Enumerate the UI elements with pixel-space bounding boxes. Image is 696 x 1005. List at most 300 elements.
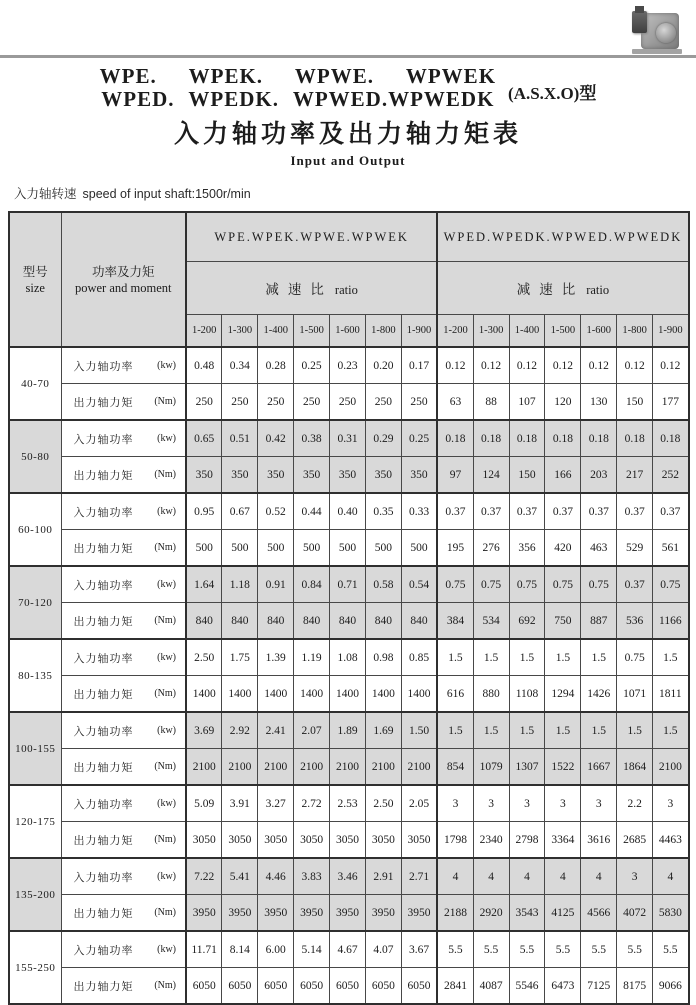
model-series-title — [0, 65, 696, 111]
power-value-cell: 5.5 — [473, 931, 509, 968]
power-value-cell: 0.33 — [401, 493, 437, 530]
torque-value-cell: 750 — [545, 603, 581, 640]
torque-label-text: 出力轴力矩 — [73, 834, 134, 847]
torque-label-text: 出力轴力矩 — [73, 469, 134, 482]
torque-value-cell: 500 — [330, 530, 366, 567]
torque-unit-text: (Nm) — [154, 542, 176, 553]
power-value-cell: 3.67 — [401, 931, 437, 968]
power-value-cell: 2.91 — [365, 858, 401, 895]
torque-value-cell: 463 — [581, 530, 617, 567]
power-value-cell: 3 — [545, 785, 581, 822]
power-row-label — [61, 931, 186, 968]
power-value-cell: 0.31 — [330, 420, 366, 457]
torque-value-cell: 536 — [617, 603, 653, 640]
torque-value-cell: 1079 — [473, 749, 509, 786]
power-unit-text: (kw) — [157, 360, 176, 371]
power-value-cell: 0.75 — [437, 566, 473, 603]
torque-value-cell: 9066 — [653, 968, 689, 1005]
torque-value-cell: 250 — [186, 384, 222, 421]
size-cell: 50-80 — [9, 420, 61, 493]
torque-value-cell: 250 — [294, 384, 330, 421]
power-unit-text: (kw) — [157, 506, 176, 517]
torque-unit-text: (Nm) — [154, 834, 176, 845]
torque-value-cell: 250 — [401, 384, 437, 421]
power-value-cell: 0.37 — [509, 493, 545, 530]
table-row — [9, 530, 689, 567]
torque-label-text: 出力轴力矩 — [73, 542, 134, 555]
torque-value-cell: 350 — [401, 457, 437, 494]
power-value-cell: 3 — [473, 785, 509, 822]
torque-value-cell: 1811 — [653, 676, 689, 713]
power-value-cell: 3 — [617, 858, 653, 895]
ratio-value-header-cell: 1-400 — [509, 315, 545, 348]
power-value-cell: 0.25 — [401, 420, 437, 457]
power-value-cell: 1.5 — [473, 639, 509, 676]
power-value-cell: 0.52 — [258, 493, 294, 530]
torque-value-cell: 840 — [365, 603, 401, 640]
torque-unit-text: (Nm) — [154, 396, 176, 407]
power-row-label — [61, 712, 186, 749]
power-moment-header-cn: 功率及力矩 — [91, 264, 155, 279]
power-value-cell: 0.37 — [617, 493, 653, 530]
torque-label-text: 出力轴力矩 — [73, 761, 134, 774]
power-value-cell: 0.23 — [330, 347, 366, 384]
power-value-cell: 3 — [653, 785, 689, 822]
torque-value-cell: 1798 — [437, 822, 473, 859]
torque-value-cell: 3950 — [330, 895, 366, 932]
size-cell: 120-175 — [9, 785, 61, 858]
power-value-cell: 0.18 — [509, 420, 545, 457]
power-value-cell: 11.71 — [186, 931, 222, 968]
size-cell: 40-70 — [9, 347, 61, 420]
horizontal-divider — [0, 55, 696, 58]
power-value-cell: 0.75 — [617, 639, 653, 676]
power-value-cell: 1.5 — [509, 712, 545, 749]
table-row — [9, 931, 689, 968]
power-value-cell: 4.07 — [365, 931, 401, 968]
torque-value-cell: 6050 — [222, 968, 258, 1005]
reducer-input-shaft — [635, 6, 644, 13]
ratio-value-header-cell: 1-300 — [222, 315, 258, 348]
power-value-cell: 2.41 — [258, 712, 294, 749]
power-value-cell: 5.09 — [186, 785, 222, 822]
size-cell: 80-135 — [9, 639, 61, 712]
power-label-text: 入力轴功率 — [73, 360, 134, 373]
power-row-label — [61, 347, 186, 384]
table-row — [9, 712, 689, 749]
torque-value-cell: 3364 — [545, 822, 581, 859]
ratio-value-header-cell: 1-200 — [186, 315, 222, 348]
torque-value-cell: 1522 — [545, 749, 581, 786]
torque-value-cell: 6473 — [545, 968, 581, 1005]
torque-label-text: 出力轴力矩 — [73, 907, 134, 920]
power-unit-text: (kw) — [157, 725, 176, 736]
power-value-cell: 0.65 — [186, 420, 222, 457]
power-value-cell: 0.37 — [617, 566, 653, 603]
ratio-value-header-cell: 1-800 — [365, 315, 401, 348]
ratio-header-cn: 减速比 — [516, 281, 585, 297]
table-row — [9, 603, 689, 640]
table-row — [9, 749, 689, 786]
power-value-cell: 8.14 — [222, 931, 258, 968]
power-label-text: 入力轴功率 — [73, 579, 134, 592]
ratio-value-header-cell: 1-600 — [581, 315, 617, 348]
table-row — [9, 639, 689, 676]
torque-value-cell: 500 — [365, 530, 401, 567]
ratio-value-header-cell: 1-400 — [258, 315, 294, 348]
torque-unit-text: (Nm) — [154, 980, 176, 991]
torque-value-cell: 1667 — [581, 749, 617, 786]
torque-value-cell: 250 — [365, 384, 401, 421]
power-value-cell: 0.38 — [294, 420, 330, 457]
power-value-cell: 0.29 — [365, 420, 401, 457]
power-row-label — [61, 566, 186, 603]
power-value-cell: 1.39 — [258, 639, 294, 676]
power-value-cell: 6.00 — [258, 931, 294, 968]
torque-value-cell: 356 — [509, 530, 545, 567]
power-value-cell: 1.5 — [473, 712, 509, 749]
power-unit-text: (kw) — [157, 944, 176, 955]
torque-value-cell: 384 — [437, 603, 473, 640]
power-value-cell: 4.67 — [330, 931, 366, 968]
torque-value-cell: 350 — [258, 457, 294, 494]
power-label-text: 入力轴功率 — [73, 871, 134, 884]
power-row-label — [61, 858, 186, 895]
power-value-cell: 0.85 — [401, 639, 437, 676]
power-value-cell: 0.67 — [222, 493, 258, 530]
ratio-value-header-cell: 1-900 — [653, 315, 689, 348]
torque-value-cell: 4566 — [581, 895, 617, 932]
ratio-header-left — [186, 262, 437, 315]
power-value-cell: 0.12 — [653, 347, 689, 384]
size-cell: 70-120 — [9, 566, 61, 639]
power-row-label — [61, 420, 186, 457]
power-label-text: 入力轴功率 — [73, 944, 134, 957]
torque-value-cell: 8175 — [617, 968, 653, 1005]
table-row — [9, 968, 689, 1005]
torque-value-cell: 3050 — [258, 822, 294, 859]
power-value-cell: 0.12 — [437, 347, 473, 384]
torque-row-label — [61, 457, 186, 494]
torque-row-label — [61, 895, 186, 932]
power-value-cell: 2.92 — [222, 712, 258, 749]
power-value-cell: 2.71 — [401, 858, 437, 895]
reducer-base — [632, 49, 682, 54]
power-label-text: 入力轴功率 — [73, 433, 134, 446]
table-row — [9, 457, 689, 494]
torque-value-cell: 250 — [330, 384, 366, 421]
power-value-cell: 2.2 — [617, 785, 653, 822]
power-value-cell: 3 — [581, 785, 617, 822]
torque-value-cell: 2841 — [437, 968, 473, 1005]
power-value-cell: 5.5 — [653, 931, 689, 968]
torque-value-cell: 177 — [653, 384, 689, 421]
power-value-cell: 3.69 — [186, 712, 222, 749]
power-value-cell: 0.18 — [437, 420, 473, 457]
torque-label-text: 出力轴力矩 — [73, 980, 134, 993]
torque-value-cell: 3950 — [258, 895, 294, 932]
torque-value-cell: 350 — [330, 457, 366, 494]
model-series-line1: WPE. WPEK. WPWE. WPWEK — [99, 64, 497, 88]
power-value-cell: 0.18 — [617, 420, 653, 457]
power-value-cell: 4 — [473, 858, 509, 895]
torque-value-cell: 1864 — [617, 749, 653, 786]
power-value-cell: 0.91 — [258, 566, 294, 603]
torque-value-cell: 616 — [437, 676, 473, 713]
power-value-cell: 7.22 — [186, 858, 222, 895]
torque-value-cell: 2188 — [437, 895, 473, 932]
torque-label-text: 出力轴力矩 — [73, 615, 134, 628]
model-series-line2: WPED. WPEDK. WPWED.WPWEDK — [101, 87, 495, 111]
torque-value-cell: 1166 — [653, 603, 689, 640]
torque-value-cell: 3050 — [222, 822, 258, 859]
torque-value-cell: 252 — [653, 457, 689, 494]
table-row — [9, 493, 689, 530]
torque-value-cell: 3616 — [581, 822, 617, 859]
torque-value-cell: 3543 — [509, 895, 545, 932]
power-row-label — [61, 493, 186, 530]
torque-value-cell: 3050 — [186, 822, 222, 859]
power-value-cell: 0.42 — [258, 420, 294, 457]
torque-value-cell: 3050 — [330, 822, 366, 859]
torque-row-label — [61, 749, 186, 786]
torque-value-cell: 1400 — [186, 676, 222, 713]
torque-value-cell: 250 — [258, 384, 294, 421]
torque-value-cell: 529 — [617, 530, 653, 567]
torque-value-cell: 2100 — [653, 749, 689, 786]
torque-value-cell: 1108 — [509, 676, 545, 713]
power-value-cell: 3 — [437, 785, 473, 822]
power-value-cell: 0.37 — [653, 493, 689, 530]
power-value-cell: 5.14 — [294, 931, 330, 968]
torque-label-text: 出力轴力矩 — [73, 396, 134, 409]
torque-value-cell: 6050 — [186, 968, 222, 1005]
power-value-cell: 1.5 — [581, 639, 617, 676]
torque-value-cell: 2100 — [330, 749, 366, 786]
power-value-cell: 1.5 — [617, 712, 653, 749]
table-row — [9, 895, 689, 932]
torque-value-cell: 6050 — [258, 968, 294, 1005]
ratio-value-header-cell: 1-500 — [545, 315, 581, 348]
torque-value-cell: 840 — [294, 603, 330, 640]
torque-value-cell: 500 — [401, 530, 437, 567]
power-value-cell: 4 — [581, 858, 617, 895]
torque-value-cell: 3950 — [365, 895, 401, 932]
power-value-cell: 0.44 — [294, 493, 330, 530]
torque-row-label — [61, 603, 186, 640]
table-row — [9, 420, 689, 457]
torque-value-cell: 3950 — [186, 895, 222, 932]
size-header-en: size — [25, 280, 45, 295]
power-value-cell: 0.12 — [473, 347, 509, 384]
group-header-wpe: WPE.WPEK.WPWE.WPWEK — [186, 212, 437, 262]
torque-value-cell: 350 — [294, 457, 330, 494]
ratio-value-header-cell: 1-900 — [401, 315, 437, 348]
input-speed-note — [14, 184, 696, 202]
torque-value-cell: 887 — [581, 603, 617, 640]
power-value-cell: 3.27 — [258, 785, 294, 822]
table-header-row-groups — [9, 212, 689, 262]
size-cell: 155-250 — [9, 931, 61, 1004]
torque-value-cell: 5830 — [653, 895, 689, 932]
size-column-header — [9, 212, 61, 347]
power-value-cell: 0.54 — [401, 566, 437, 603]
power-value-cell: 2.50 — [186, 639, 222, 676]
power-value-cell: 0.48 — [186, 347, 222, 384]
torque-value-cell: 1400 — [222, 676, 258, 713]
power-value-cell: 5.41 — [222, 858, 258, 895]
power-value-cell: 5.5 — [509, 931, 545, 968]
torque-value-cell: 840 — [186, 603, 222, 640]
torque-row-label — [61, 530, 186, 567]
size-cell: 135-200 — [9, 858, 61, 931]
power-moment-header-en: power and moment — [74, 280, 172, 295]
torque-value-cell: 2798 — [509, 822, 545, 859]
torque-value-cell: 203 — [581, 457, 617, 494]
torque-value-cell: 350 — [222, 457, 258, 494]
power-value-cell: 5.5 — [437, 931, 473, 968]
torque-value-cell: 1400 — [258, 676, 294, 713]
power-value-cell: 4 — [653, 858, 689, 895]
power-value-cell: 0.51 — [222, 420, 258, 457]
power-row-label — [61, 639, 186, 676]
ratio-value-header-cell: 1-600 — [330, 315, 366, 348]
torque-value-cell: 2100 — [401, 749, 437, 786]
torque-value-cell: 2100 — [294, 749, 330, 786]
torque-value-cell: 1071 — [617, 676, 653, 713]
torque-value-cell: 97 — [437, 457, 473, 494]
input-speed-note-en: speed of input shaft:1500r/min — [82, 187, 251, 201]
torque-value-cell: 4463 — [653, 822, 689, 859]
power-row-label — [61, 785, 186, 822]
reducer-gear-cover — [656, 23, 676, 43]
power-value-cell: 1.89 — [330, 712, 366, 749]
table-row — [9, 676, 689, 713]
power-moment-column-header — [61, 212, 186, 347]
torque-value-cell: 6050 — [401, 968, 437, 1005]
torque-value-cell: 6050 — [365, 968, 401, 1005]
power-value-cell: 0.12 — [545, 347, 581, 384]
torque-value-cell: 840 — [330, 603, 366, 640]
torque-value-cell: 1307 — [509, 749, 545, 786]
page-title-chinese: 入力轴功率及出力轴力矩表 — [173, 121, 522, 148]
torque-value-cell: 3050 — [401, 822, 437, 859]
torque-value-cell: 6050 — [330, 968, 366, 1005]
power-value-cell: 0.37 — [581, 493, 617, 530]
gear-reducer-photo-icon — [626, 5, 686, 55]
power-value-cell: 0.35 — [365, 493, 401, 530]
power-value-cell: 0.20 — [365, 347, 401, 384]
torque-value-cell: 3950 — [401, 895, 437, 932]
torque-unit-text: (Nm) — [154, 688, 176, 699]
power-value-cell: 0.75 — [509, 566, 545, 603]
torque-value-cell: 6050 — [294, 968, 330, 1005]
ratio-value-header-cell: 1-800 — [617, 315, 653, 348]
torque-value-cell: 1400 — [294, 676, 330, 713]
power-label-text: 入力轴功率 — [73, 652, 134, 665]
torque-value-cell: 1426 — [581, 676, 617, 713]
torque-value-cell: 854 — [437, 749, 473, 786]
power-value-cell: 0.37 — [473, 493, 509, 530]
torque-value-cell: 63 — [437, 384, 473, 421]
size-header-cn: 型号 — [22, 264, 48, 279]
torque-value-cell: 2100 — [365, 749, 401, 786]
power-value-cell: 5.5 — [617, 931, 653, 968]
power-value-cell: 0.18 — [581, 420, 617, 457]
torque-value-cell: 107 — [509, 384, 545, 421]
ratio-header-cn: 减速比 — [265, 281, 333, 297]
torque-value-cell: 1400 — [330, 676, 366, 713]
torque-value-cell: 2920 — [473, 895, 509, 932]
table-row — [9, 822, 689, 859]
torque-value-cell: 350 — [365, 457, 401, 494]
power-unit-text: (kw) — [157, 579, 176, 590]
power-value-cell: 5.5 — [581, 931, 617, 968]
power-value-cell: 0.75 — [581, 566, 617, 603]
torque-value-cell: 1400 — [365, 676, 401, 713]
power-value-cell: 0.71 — [330, 566, 366, 603]
power-value-cell: 3 — [509, 785, 545, 822]
table-row — [9, 384, 689, 421]
power-value-cell: 1.50 — [401, 712, 437, 749]
torque-value-cell: 2340 — [473, 822, 509, 859]
torque-value-cell: 1294 — [545, 676, 581, 713]
power-label-text: 入力轴功率 — [73, 506, 134, 519]
torque-value-cell: 4072 — [617, 895, 653, 932]
power-value-cell: 0.25 — [294, 347, 330, 384]
ratio-value-header-cell: 1-300 — [473, 315, 509, 348]
table-row — [9, 858, 689, 895]
torque-row-label — [61, 676, 186, 713]
power-value-cell: 1.5 — [545, 639, 581, 676]
power-value-cell: 4 — [545, 858, 581, 895]
torque-value-cell: 4125 — [545, 895, 581, 932]
power-value-cell: 0.84 — [294, 566, 330, 603]
ratio-header-en: ratio — [586, 282, 610, 297]
torque-value-cell: 2100 — [186, 749, 222, 786]
torque-value-cell: 195 — [437, 530, 473, 567]
power-value-cell: 0.18 — [473, 420, 509, 457]
torque-value-cell: 217 — [617, 457, 653, 494]
reducer-input-flange — [632, 11, 647, 33]
power-value-cell: 1.5 — [545, 712, 581, 749]
torque-value-cell: 2100 — [258, 749, 294, 786]
power-value-cell: 0.12 — [581, 347, 617, 384]
power-value-cell: 2.07 — [294, 712, 330, 749]
torque-value-cell: 3950 — [222, 895, 258, 932]
power-value-cell: 4.46 — [258, 858, 294, 895]
power-value-cell: 1.5 — [437, 712, 473, 749]
torque-value-cell: 150 — [509, 457, 545, 494]
torque-value-cell: 3950 — [294, 895, 330, 932]
power-value-cell: 1.69 — [365, 712, 401, 749]
torque-row-label — [61, 384, 186, 421]
power-value-cell: 0.34 — [222, 347, 258, 384]
torque-value-cell: 840 — [401, 603, 437, 640]
torque-label-text: 出力轴力矩 — [73, 688, 134, 701]
power-value-cell: 1.75 — [222, 639, 258, 676]
ratio-header-right — [437, 262, 688, 315]
torque-value-cell: 420 — [545, 530, 581, 567]
power-value-cell: 0.75 — [473, 566, 509, 603]
power-value-cell: 2.53 — [330, 785, 366, 822]
torque-value-cell: 350 — [186, 457, 222, 494]
torque-value-cell: 3050 — [365, 822, 401, 859]
power-value-cell: 1.5 — [509, 639, 545, 676]
torque-value-cell: 500 — [258, 530, 294, 567]
power-value-cell: 1.19 — [294, 639, 330, 676]
torque-value-cell: 534 — [473, 603, 509, 640]
